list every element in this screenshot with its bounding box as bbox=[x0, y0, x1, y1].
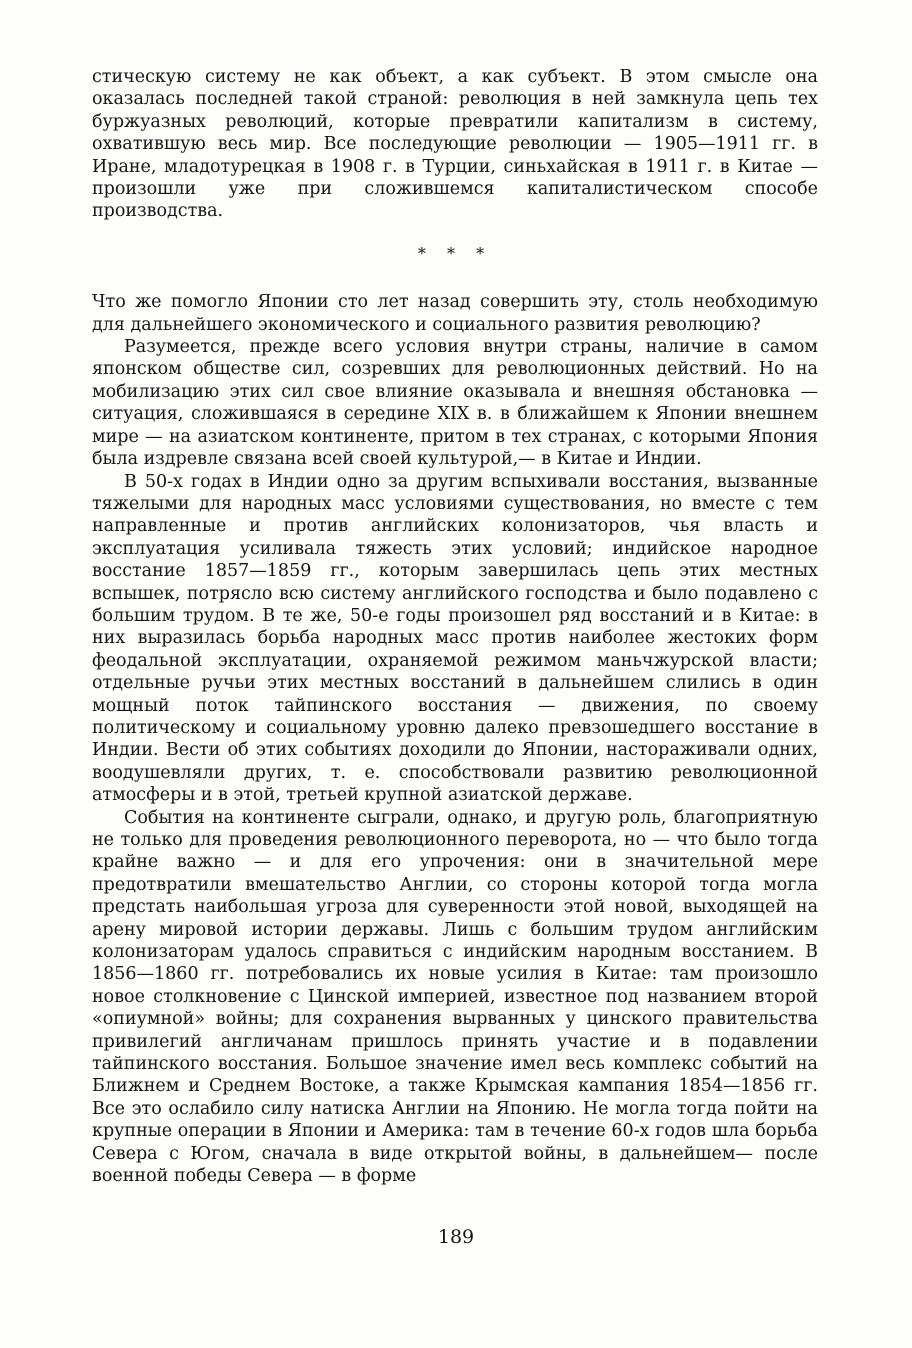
paragraph-india-uprisings: В 50-х годах в Индии одно за другим вспыхивали восстания, вызванные тяжелыми для народных масс условиями существования, но вместе с тем направленные и против английских колонизаторов, чья власть и эксплуатация усиливала тяжесть этих условий; индийское народное восстание 1857—1859 гг., которым завершилась цепь этих местных вспышек, потрясло всю систему английского господства и было подавлено с большим трудом. В те же, 50-е годы произошел ряд восстаний и в Китае: в них выразилась борьба народных масс против наиболее жестоких форм феодальной эксплуатации, охраняемой режимом маньчжурской власти; отдельные ручьи этих местных восстаний в дальнейшем слились в один мощный поток тайпинского восстания — движения, по своему политическому и социальному уровню далеко превзошедшего восстание в Индии. Вести об этих событиях доходили до Японии, настораживали одних, воодушевляли других, т. е. способствовали развитию революционной атмосферы и в этой, третьей крупной азиатской державе. bbox=[92, 471, 818, 806]
page-text bbox=[92, 66, 818, 1188]
paragraph-continent-events: События на континенте сыграли, однако, и другую роль, благоприятную не только для проведения революционного переворота, но — что было тогда крайне важно — и для его упрочения: они в значительной мере предотвратили вмешательство Англии, со стороны которой тогда могла предстать наибольшая угроза для суверенности этой новой, выходящей на арену мировой истории державы. Лишь с большим трудом английским колонизаторам удалось справиться с индийским народным восстанием. В 1856—1860 гг. потребовались их новые усилия в Китае: там произошло новое столкновение с Цинской империей, известное под названием второй «опиумной» войны; для сохранения вырванных у цинского правительства привилегий англичанам пришлось принять участие и в подавлении тайпинского восстания. Большое значение имел весь комплекс событий на Ближнем и Среднем Востоке, а также Крымская кампания 1854—1856 гг. Все это ослабило силу натиска Англии на Японию. Не могла тогда пойти на крупные операции в Японии и Америка: там в течение 60-х годов шла борьба Севера с Югом, сначала в виде открытой войны, в дальнейшем— после военной победы Севера — в форме bbox=[92, 807, 818, 1187]
paragraph-question: Что же помогло Японии сто лет назад совершить эту, столь необходимую для дальнейшего экономического и социального развития революцию? bbox=[92, 292, 818, 335]
paragraph-internal-conditions: Разумеется, прежде всего условия внутри страны, наличие в самом японском обществе сил, созревших для революционных действий. Но на мобилизацию этих сил свое влияние оказывала и внешняя обстановка — ситуация, сложившаяся в середине XIX в. в ближайшем к Японии внешнем мире — на азиатском континенте, притом в тех странах, с которыми Япония была издревле связана всей своей культурой,— в Китае и Индии. bbox=[92, 337, 818, 470]
paragraph-continuation: стическую систему не как объект, а как субъект. В этом смысле она оказалась последней такой страной: революция в ней замкнула цепь тех буржуазных революций, которые превратили капитализм в систему, охватившую весь мир. Все последующие революции — 1905—1911 гг. в Иране, младотурецкая в 1908 г. в Турции, синьхайская в 1911 г. в Китае — произошли уже при сложившемся капиталистическом способе производства. bbox=[92, 67, 818, 222]
section-separator: * * * bbox=[417, 243, 493, 263]
page-number: 189 bbox=[437, 1226, 475, 1248]
